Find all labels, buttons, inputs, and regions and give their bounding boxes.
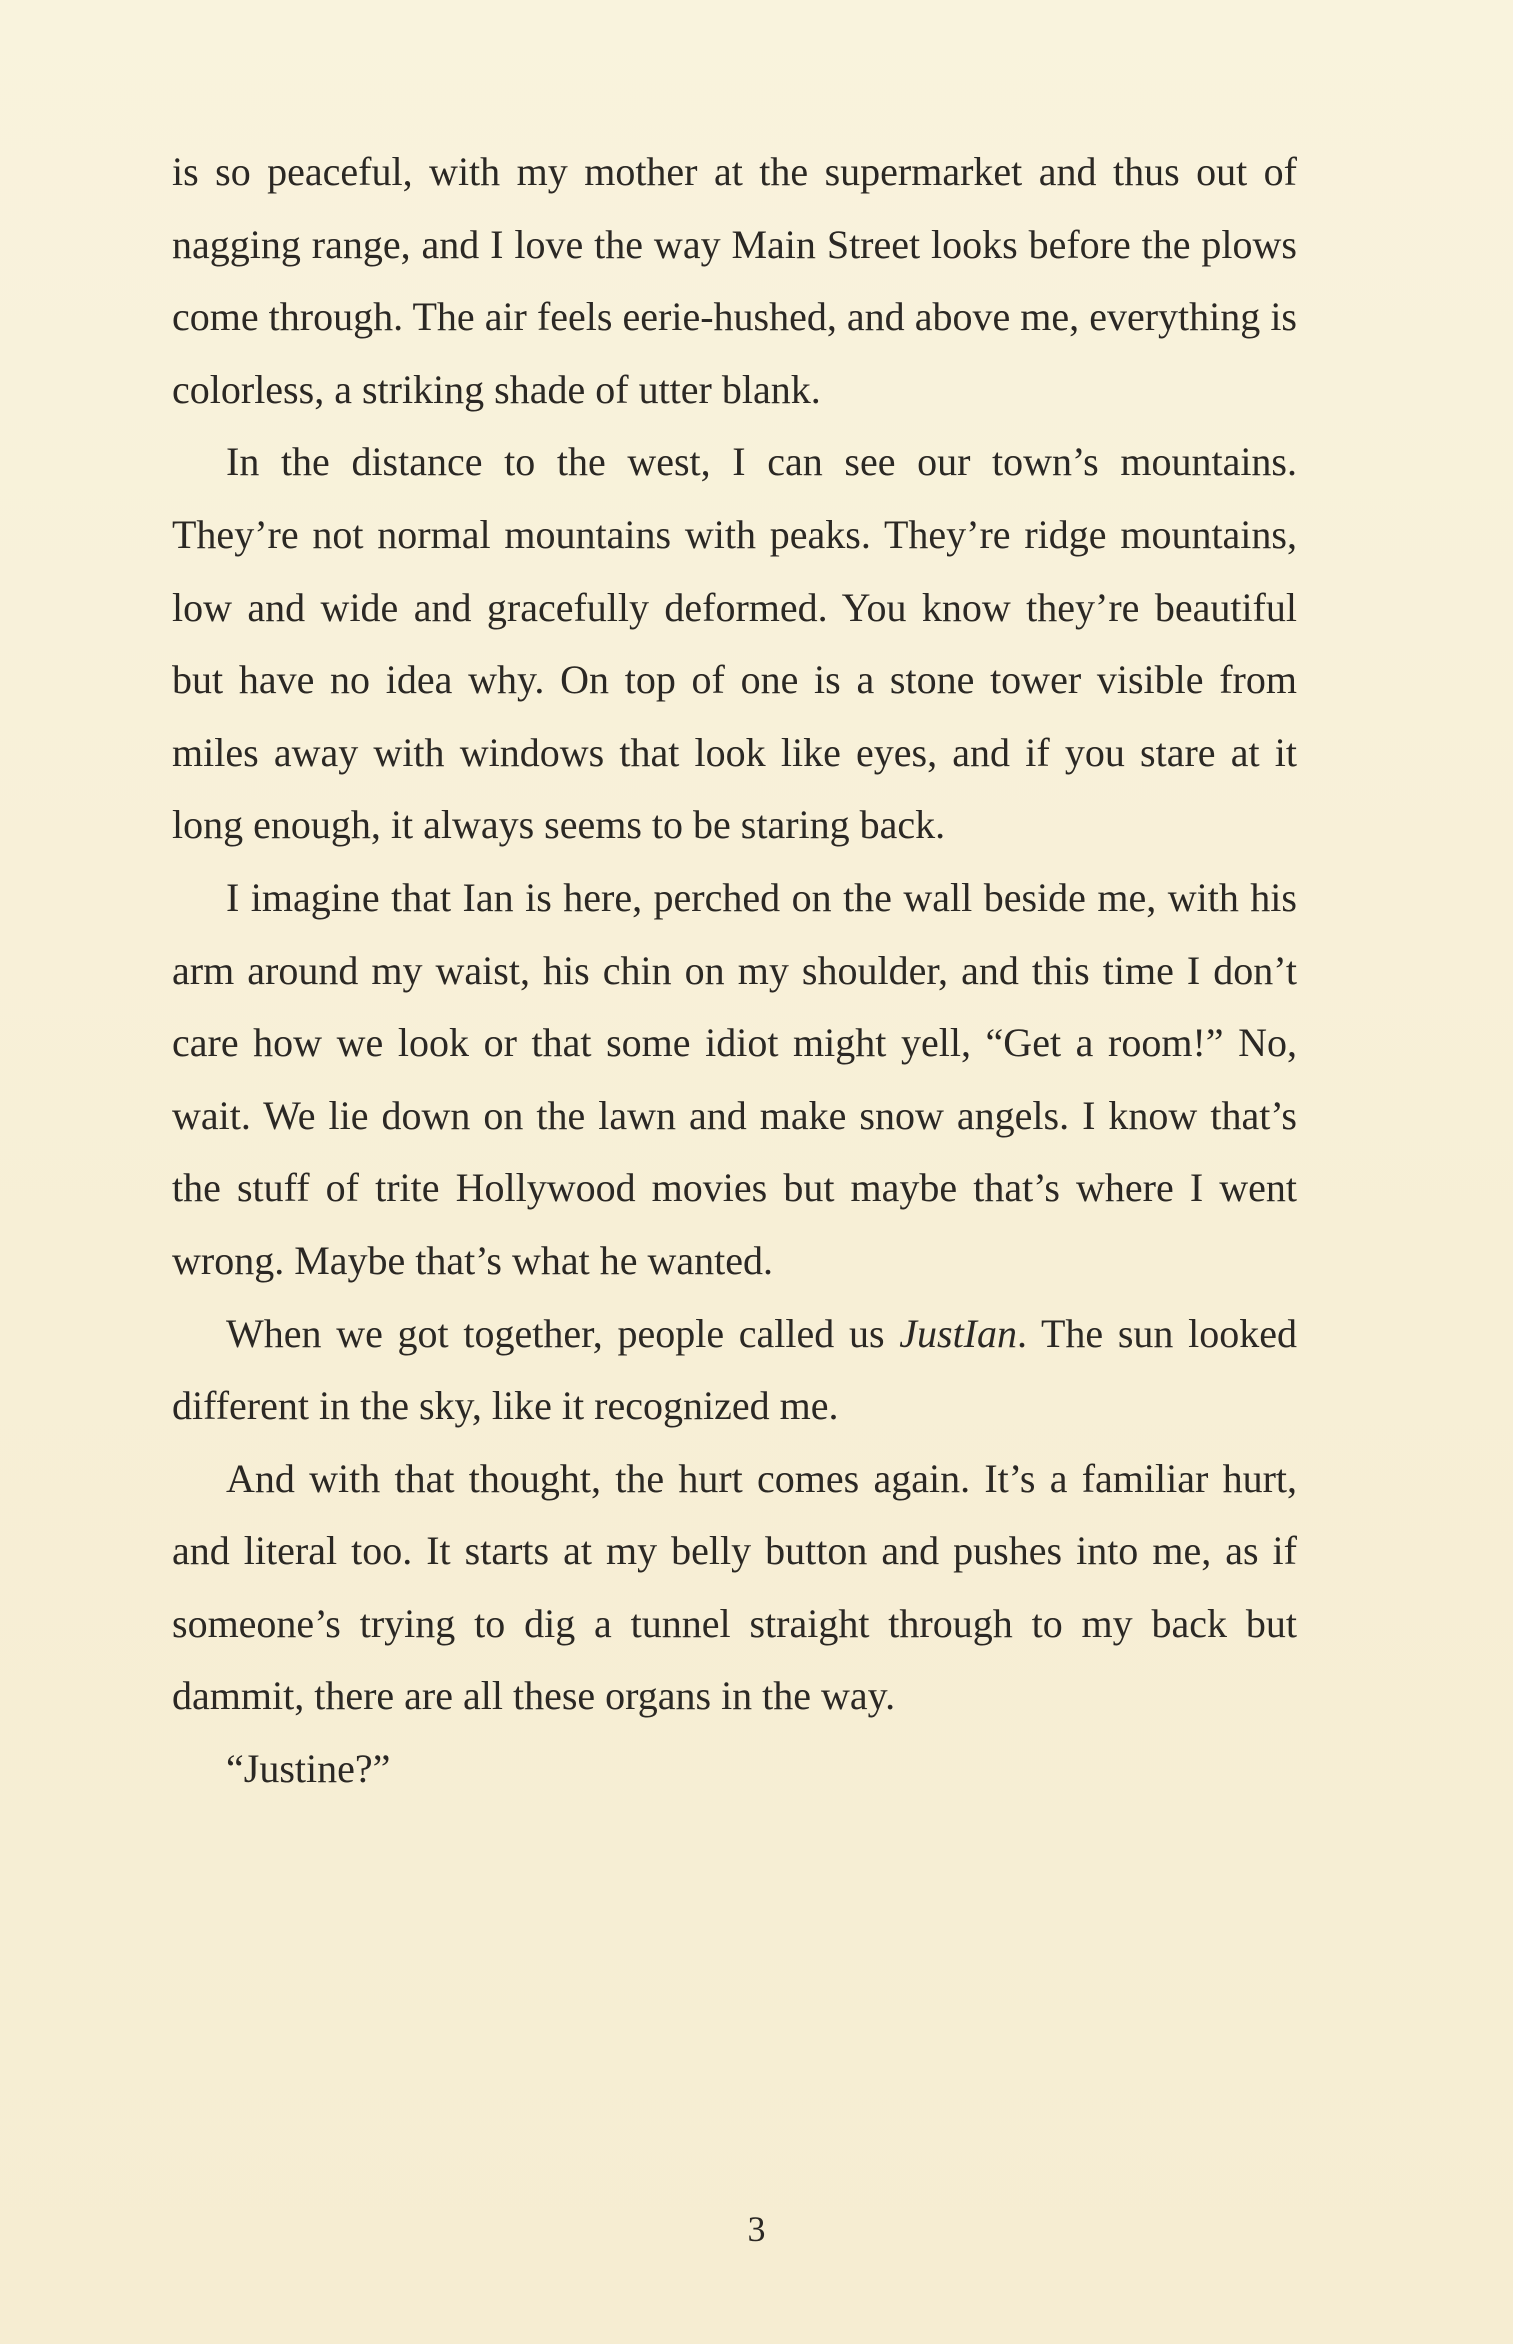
paragraph-hurt: And with that thought, the hurt comes again. It’s a familiar hurt, and literal too. It starts at my belly button and pushes into me, as if someone’s trying to dig a tunnel straight through to my back but dammit, there are all these organs in the way. — [172, 1455, 1297, 1719]
paragraph-ian: I imagine that Ian is here, perched on the wall beside me, with his arm around my waist, his chin on my shoulder, and this time I don’t care how we look or that some idiot might yell, “Get a room!” No, wait. We lie down on the lawn and make snow angels. I know that’s the stuff of trite Hollywood movies but maybe that’s where I went wrong. Maybe that’s what he wanted. — [172, 874, 1297, 1283]
paragraph-mountains: In the distance to the west, I can see our town’s mountains. They’re not normal mountains with peaks. They’re ridge mountains, low and wide and gracefully deformed. You know they’re beautiful but have no idea why. On top of one is a stone tower visible from miles away with windows that look like eyes, and if you stare at it long enough, it always seems to be staring back. — [172, 439, 1297, 848]
justian-italic: JustIan — [899, 1310, 1018, 1356]
paragraph-continued: is so peaceful, with my mother at the supermarket and thus out of nagging range, and I love the way Main Street looks before the plows come through. The air feels eerie-hushed, and above me, everything is colorless, a striking shade of utter blank. — [172, 149, 1297, 412]
page-number: 3 — [747, 2209, 766, 2249]
paragraph-justian — [172, 1298, 1297, 1443]
body-text — [172, 136, 1297, 1806]
paragraph-justian-before: When we got together, people called us — [226, 1310, 900, 1356]
paragraph-justian-after: . The sun looked different in the sky, like it recognized me. — [172, 1310, 1297, 1429]
paragraph-dialogue: “Justine?” — [226, 1746, 391, 1792]
